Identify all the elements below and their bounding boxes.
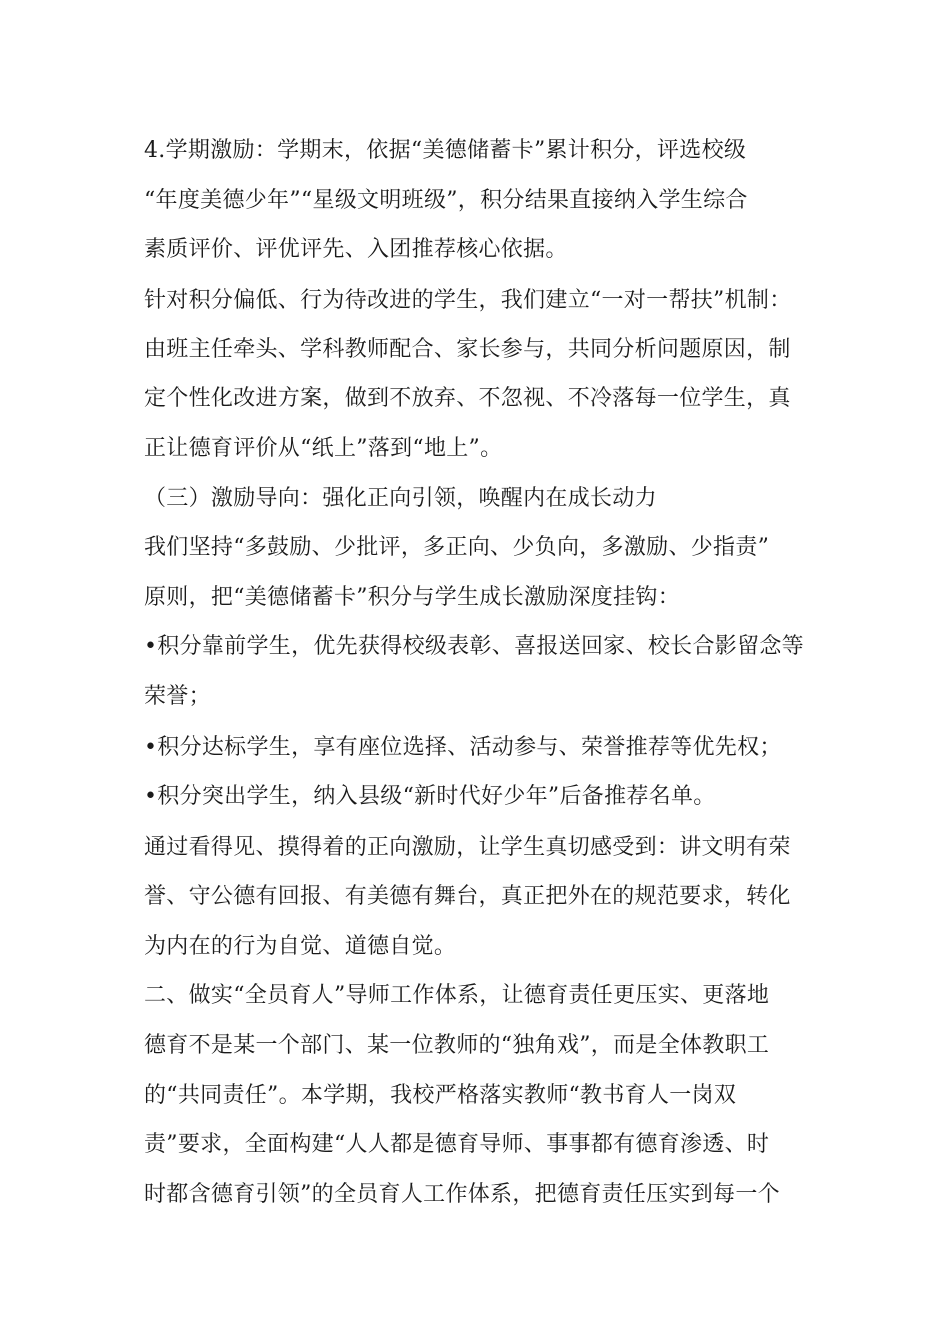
bullet-item: •积分达标学生，享有座位选择、活动参与、荣誉推荐等优先权；	[144, 735, 782, 760]
text-line: 4.学期激励：学期末，依据“美德储蓄卡”累计积分，评选校级	[144, 138, 747, 163]
text-line: 针对积分偏低、行为待改进的学生，我们建立“一对一帮扶”机制：	[144, 288, 792, 313]
text-line: 我们坚持“多鼓励、少批评，多正向、少负向，多激励、少指责”	[144, 535, 770, 560]
text-line: 为内在的行为自觉、道德自觉。	[144, 934, 457, 959]
text-line: “年度美德少年”“星级文明班级”，积分结果直接纳入学生综合	[144, 188, 748, 213]
text-line: 通过看得见、摸得着的正向激励，让学生真切感受到：讲文明有荣	[144, 835, 791, 860]
text-line: 的“共同责任”。本学期，我校严格落实教师“教书育人一岗双	[144, 1083, 737, 1108]
text-line: 德育不是某一个部门、某一位教师的“独角戏”，而是全体教职工	[144, 1033, 770, 1058]
text-line: 责”要求，全面构建“人人都是德育导师、事事都有德育渗透、时	[144, 1132, 770, 1157]
text-line: 正让德育评价从“纸上”落到“地上”。	[144, 436, 503, 461]
text-line: 荣誉；	[144, 684, 211, 709]
text-line: 由班主任牵头、学科教师配合、家长参与，共同分析问题原因，制	[144, 337, 791, 362]
text-line: 素质评价、评优评先、入团推荐核心依据。	[144, 237, 568, 262]
text-line: 原则，把“美德储蓄卡”积分与学生成长激励深度挂钩：	[144, 585, 680, 610]
bullet-item: •积分突出学生，纳入县级“新时代好少年”后备推荐名单。	[144, 784, 716, 809]
text-line: 誉、守公德有回报、有美德有舞台，真正把外在的规范要求，转化	[144, 884, 791, 909]
text-line: 时都含德育引领”的全员育人工作体系，把德育责任压实到每一个	[144, 1182, 780, 1207]
section-heading: 二、做实“全员育人”导师工作体系，让德育责任更压实、更落地	[144, 983, 770, 1008]
section-heading: （三）激励导向：强化正向引领，唤醒内在成长动力	[144, 486, 657, 511]
text-line: 定个性化改进方案，做到不放弃、不忽视、不冷落每一位学生，真	[144, 386, 791, 411]
bullet-item: •积分靠前学生，优先获得校级表彰、喜报送回家、校长合影留念等	[144, 634, 804, 659]
